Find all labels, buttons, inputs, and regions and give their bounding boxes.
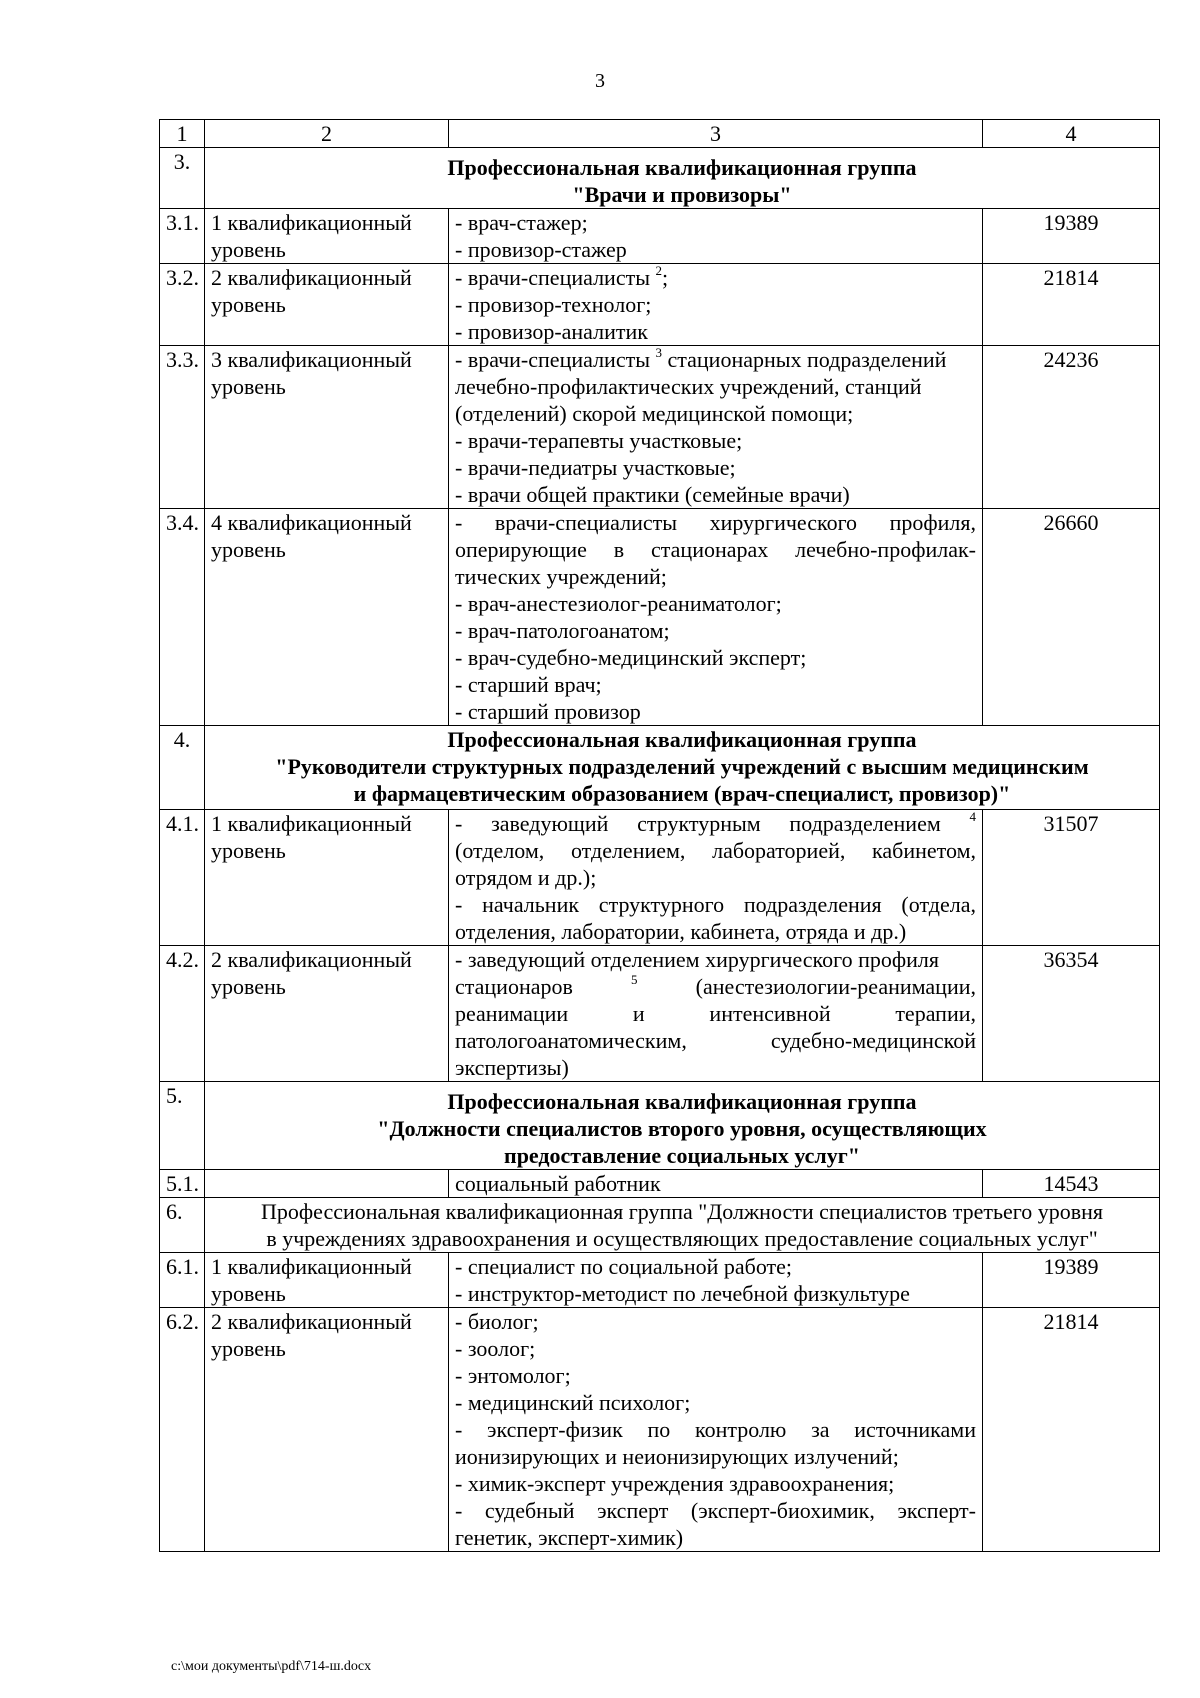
position-list bbox=[449, 810, 983, 946]
footnote-mark: 3 bbox=[655, 344, 662, 360]
text-line: - судебный эксперт (эксперт-биохимик, эксперт- bbox=[455, 1498, 976, 1523]
table-row bbox=[160, 346, 1160, 509]
text-line: ионизирующих и неионизирующих излучений; bbox=[455, 1444, 899, 1469]
text-line: лечебно-профилактических учреждений, станций bbox=[455, 374, 922, 399]
text-line: - врачи-педиатры участковые; bbox=[455, 455, 736, 480]
text-line: 1 квалификационный bbox=[211, 1254, 412, 1279]
table-row bbox=[160, 946, 1160, 1082]
qualification-level bbox=[205, 264, 449, 346]
text-line bbox=[455, 346, 976, 373]
position-list bbox=[449, 1253, 983, 1308]
header-col-1: 1 bbox=[160, 120, 205, 148]
header-row bbox=[160, 120, 1160, 148]
section-number: 4. bbox=[160, 726, 205, 810]
text-fragment: стационарных подразделений bbox=[661, 347, 947, 372]
text-line: - провизор-стажер bbox=[455, 237, 627, 262]
text-line: - врач-патологоанатом; bbox=[455, 618, 670, 643]
row-number: 4.1. bbox=[160, 810, 205, 946]
text-line: уровень bbox=[211, 1336, 286, 1361]
text-line: Профессиональная квалификационная группа bbox=[447, 1089, 917, 1114]
text-line: - инструктор-методист по лечебной физкультуре bbox=[455, 1281, 910, 1306]
position-list bbox=[449, 509, 983, 726]
section-header-row bbox=[160, 148, 1160, 209]
text-line: 1 квалификационный bbox=[211, 210, 412, 235]
text-line: в учреждениях здравоохранения и осуществляющих предоставление социальных услуг" bbox=[266, 1226, 1098, 1251]
salary-value: 36354 bbox=[983, 946, 1160, 1082]
text-line: 2 квалификационный bbox=[211, 1309, 412, 1334]
position-list bbox=[449, 946, 983, 1082]
text-line bbox=[455, 810, 976, 837]
text-line: - начальник структурного подразделения (отдела, bbox=[455, 892, 976, 917]
qualification-level bbox=[205, 946, 449, 1082]
text-line: уровень bbox=[211, 292, 286, 317]
text-line: уровень bbox=[211, 237, 286, 262]
header-col-4: 4 bbox=[983, 120, 1160, 148]
text-line: (отделом, отделением, лабораторией, кабинетом, bbox=[455, 838, 976, 863]
qualification-level bbox=[205, 1253, 449, 1308]
table-row bbox=[160, 509, 1160, 726]
section-header-row bbox=[160, 1082, 1160, 1170]
text-line: - врач-анестезиолог-реаниматолог; bbox=[455, 591, 782, 616]
page-number: 3 bbox=[595, 70, 605, 92]
text-line: - медицинский психолог; bbox=[455, 1390, 691, 1415]
text-line: - врачи общей практики (семейные врачи) bbox=[455, 482, 850, 507]
row-number: 5.1. bbox=[160, 1170, 205, 1198]
section-number: 3. bbox=[160, 148, 205, 209]
text-line: тических учреждений; bbox=[455, 564, 667, 589]
text-line: уровень bbox=[211, 974, 286, 999]
qualification-level bbox=[205, 209, 449, 264]
section-header-row bbox=[160, 1198, 1160, 1253]
salary-value: 21814 bbox=[983, 264, 1160, 346]
qualification-level bbox=[205, 1170, 449, 1198]
row-number: 3.1. bbox=[160, 209, 205, 264]
text-line: 3 квалификационный bbox=[211, 347, 412, 372]
text-line: оперирующие в стационарах лечебно-профилак- bbox=[455, 537, 976, 562]
text-line: 2 квалификационный bbox=[211, 947, 412, 972]
position-list bbox=[449, 209, 983, 264]
text-fragment: стационаров bbox=[455, 974, 632, 999]
text-line: - специалист по социальной работе; bbox=[455, 1254, 793, 1279]
footnote-mark: 4 bbox=[969, 808, 976, 824]
table-row bbox=[160, 1308, 1160, 1552]
text-line: 1 квалификационный bbox=[211, 811, 412, 836]
text-line: и фармацевтическим образованием (врач-специалист, провизор)" bbox=[353, 781, 1011, 806]
text-line: - врач-судебно-медицинский эксперт; bbox=[455, 645, 807, 670]
section-title bbox=[205, 1198, 1160, 1253]
text-fragment: - врачи-специалисты bbox=[455, 265, 656, 290]
text-line: 2 квалификационный bbox=[211, 265, 412, 290]
text-line: - эксперт-физик по контролю за источниками bbox=[455, 1417, 976, 1442]
text-line: уровень bbox=[211, 374, 286, 399]
text-fragment: - врачи-специалисты bbox=[455, 347, 656, 372]
footnote-mark: 5 bbox=[631, 971, 638, 987]
text-line: - врачи-терапевты участковые; bbox=[455, 428, 743, 453]
position-list bbox=[449, 1308, 983, 1552]
text-line: Профессиональная квалификационная группа "Должности специалистов третьего уровня bbox=[260, 1199, 1104, 1224]
position-list bbox=[449, 1170, 983, 1198]
row-number: 3.4. bbox=[160, 509, 205, 726]
text-line: - провизор-технолог; bbox=[455, 292, 652, 317]
salary-value: 19389 bbox=[983, 209, 1160, 264]
text-line: - старший провизор bbox=[455, 699, 641, 724]
text-line: отрядом и др.); bbox=[455, 865, 597, 890]
row-number: 3.3. bbox=[160, 346, 205, 509]
section-number: 6. bbox=[160, 1198, 205, 1253]
section-title bbox=[205, 1082, 1160, 1170]
text-line: - врач-стажер; bbox=[455, 210, 588, 235]
text-line: - химик-эксперт учреждения здравоохранения; bbox=[455, 1471, 895, 1496]
table-row bbox=[160, 1170, 1160, 1198]
text-line: Профессиональная квалификационная группа bbox=[447, 155, 917, 180]
table-row bbox=[160, 264, 1160, 346]
section-header-row bbox=[160, 726, 1160, 810]
row-number: 3.2. bbox=[160, 264, 205, 346]
text-line: - зоолог; bbox=[455, 1336, 536, 1361]
text-fragment: (анестезиологии-реанимации, bbox=[637, 974, 977, 999]
text-line: Профессиональная квалификационная группа bbox=[447, 727, 917, 752]
text-line: "Руководители структурных подразделений учреждений с высшим медицинским bbox=[275, 754, 1089, 779]
text-line: предоставление социальных услуг" bbox=[504, 1143, 860, 1168]
position-list bbox=[449, 264, 983, 346]
section-title bbox=[205, 726, 1160, 810]
text-line: - старший врач; bbox=[455, 672, 602, 697]
text-fragment: ; bbox=[661, 265, 669, 290]
salary-value: 21814 bbox=[983, 1308, 1160, 1552]
salary-value: 26660 bbox=[983, 509, 1160, 726]
row-number: 6.2. bbox=[160, 1308, 205, 1552]
footnote-mark: 2 bbox=[655, 262, 662, 278]
header-col-3: 3 bbox=[449, 120, 983, 148]
qualification-level bbox=[205, 509, 449, 726]
text-line: - биолог; bbox=[455, 1309, 539, 1334]
text-line: "Должности специалистов второго уровня, осуществляющих bbox=[377, 1116, 987, 1141]
text-line: - врачи-специалисты хирургического профиля, bbox=[455, 510, 976, 535]
text-line: уровень bbox=[211, 838, 286, 863]
file-path-footer: c:\мои документы\pdf\714-ш.docx bbox=[171, 1659, 372, 1674]
text-line bbox=[455, 973, 976, 1000]
salary-value: 31507 bbox=[983, 810, 1160, 946]
text-line: патологоанатомическим, судебно-медицинской bbox=[455, 1028, 976, 1053]
text-line: (отделений) скорой медицинской помощи; bbox=[455, 401, 854, 426]
qualification-table bbox=[159, 119, 1160, 1552]
qualification-level bbox=[205, 1308, 449, 1552]
position-list bbox=[449, 346, 983, 509]
text-line: 4 квалификационный bbox=[211, 510, 412, 535]
table-row bbox=[160, 1253, 1160, 1308]
salary-value: 24236 bbox=[983, 346, 1160, 509]
text-line: - заведующий отделением хирургического профиля bbox=[455, 947, 939, 972]
section-number: 5. bbox=[160, 1082, 205, 1170]
text-line: реанимации и интенсивной терапии, bbox=[455, 1001, 976, 1026]
text-line: генетик, эксперт-химик) bbox=[455, 1525, 684, 1550]
qualification-level bbox=[205, 346, 449, 509]
qualification-level bbox=[205, 810, 449, 946]
text-line: - энтомолог; bbox=[455, 1363, 571, 1388]
text-line: уровень bbox=[211, 537, 286, 562]
text-line: уровень bbox=[211, 1281, 286, 1306]
text-line: отделения, лаборатории, кабинета, отряда и др.) bbox=[455, 919, 907, 944]
section-title bbox=[205, 148, 1160, 209]
row-number: 4.2. bbox=[160, 946, 205, 1082]
salary-value: 19389 bbox=[983, 1253, 1160, 1308]
text-line: - провизор-аналитик bbox=[455, 319, 648, 344]
row-number: 6.1. bbox=[160, 1253, 205, 1308]
header-col-2: 2 bbox=[205, 120, 449, 148]
text-line bbox=[455, 264, 976, 291]
text-line: "Врачи и провизоры" bbox=[572, 182, 792, 207]
text-line: социальный работник bbox=[455, 1171, 661, 1196]
table-row bbox=[160, 810, 1160, 946]
text-line: экспертизы) bbox=[455, 1055, 569, 1080]
salary-value: 14543 bbox=[983, 1170, 1160, 1198]
text-fragment: - заведующий структурным подразделением bbox=[455, 811, 970, 836]
table-row bbox=[160, 209, 1160, 264]
